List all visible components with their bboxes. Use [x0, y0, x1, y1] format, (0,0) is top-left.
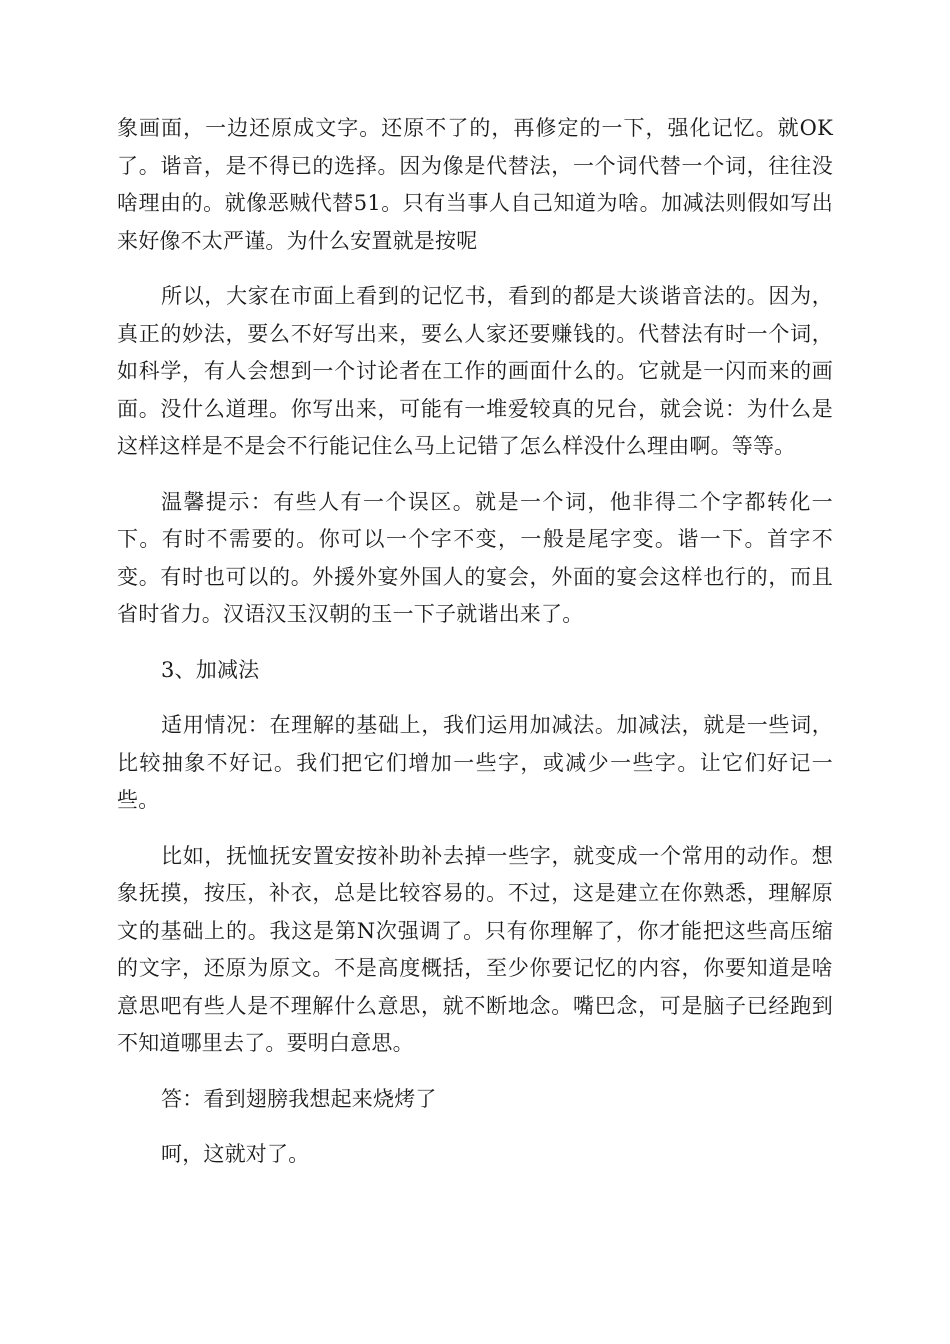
paragraph-continuation: 象画面，一边还原成文字。还原不了的，再修定的一下，强化记忆。就OK了。谐音，是不得已的选择。因为像是代替法，一个词代替一个词，往往没啥理由的。就像恶贼代替51。只有当事人自己知道为啥。加减法则假如写出来好像不太严谨。为什么安置就是按呢 [117, 116, 833, 253]
paragraph-usage: 适用情况：在理解的基础上，我们运用加减法。加减法，就是一些词，比较抽象不好记。我们把它们增加一些字，或减少一些字。让它们好记一些。 [117, 713, 833, 812]
paragraph-tip: 温馨提示：有些人有一个误区。就是一个词，他非得二个字都转化一下。有时不需要的。你可以一个字不变，一般是尾字变。谐一下。首字不变。有时也可以的。外援外宴外国人的宴会，外面的宴会这样也行的，而且省时省力。汉语汉玉汉朝的玉一下子就谐出来了。 [117, 489, 833, 626]
section-heading-add-subtract: 3、加减法 [161, 657, 260, 682]
paragraph-mnemonic-books: 所以，大家在市面上看到的记忆书，看到的都是大谈谐音法的。因为，真正的妙法，要么不好写出来，要么人家还要赚钱的。代替法有时一个词，如科学，有人会想到一个讨论者在工作的画面什么的。它就是一闪而来的画面。没什么道理。你写出来，可能有一堆爱较真的兄台，就会说：为什么是这样这样是不是会不行能记住么马上记错了怎么样没什么理由啊。等等。 [117, 284, 833, 458]
document-page [117, 110, 833, 1192]
paragraph-closing: 呵，这就对了。 [161, 1142, 310, 1166]
paragraph-example: 比如，抚恤抚安置安按补助补去掉一些字，就变成一个常用的动作。想象抚摸，按压，补衣，总是比较容易的。不过，这是建立在你熟悉，理解原文的基础上的。我这是第N次强调了。只有你理解了，你才能把这些高压缩的文字，还原为原文。不是高度概括，至少你要记忆的内容，你要知道是啥意思吧有些人是不理解什么意思，就不断地念。嘴巴念，可是脑子已经跑到不知道哪里去了。要明白意思。 [117, 843, 833, 1055]
paragraph-answer: 答：看到翅膀我想起来烧烤了 [161, 1086, 437, 1111]
